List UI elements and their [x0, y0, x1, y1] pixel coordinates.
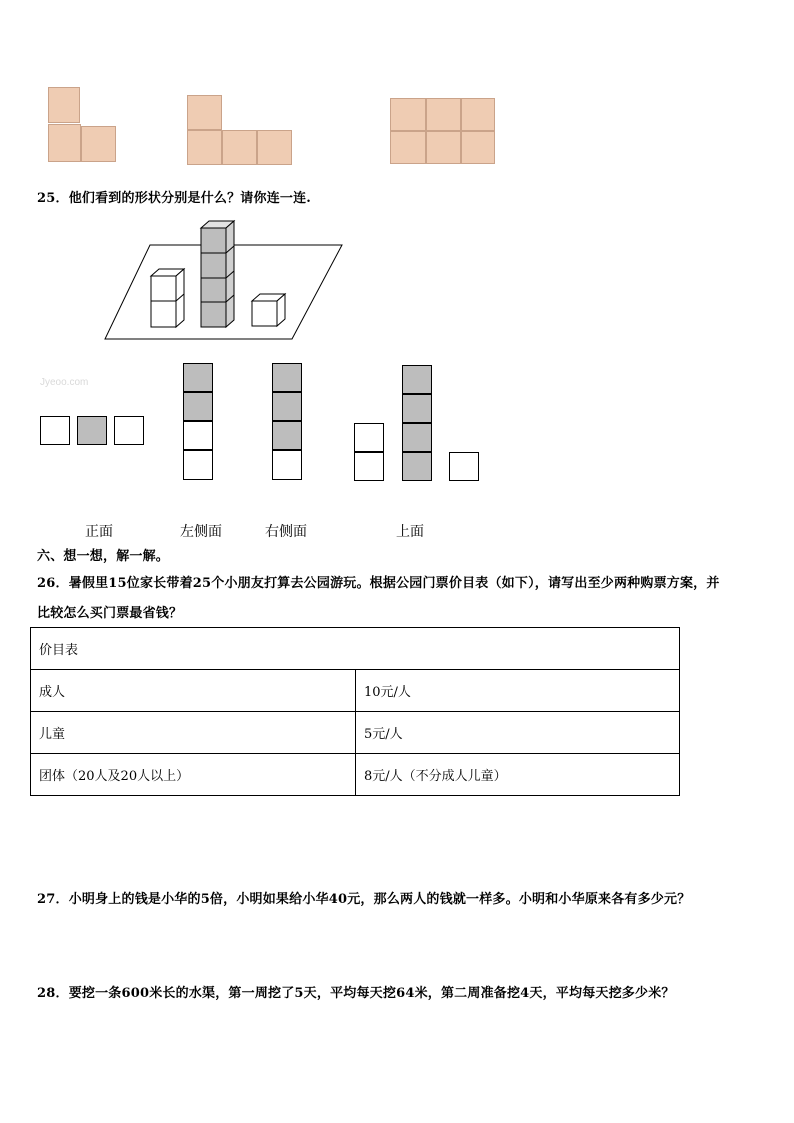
label-left-side: 左侧面	[180, 524, 222, 540]
table-cell: 8元/人（不分成人儿童）	[356, 754, 680, 796]
tan-block	[461, 131, 495, 164]
tan-block	[461, 98, 495, 131]
gray-square	[77, 416, 107, 445]
gray-square	[183, 363, 213, 392]
label-front: 正面	[85, 524, 113, 540]
white-square	[272, 450, 302, 480]
table-row	[31, 712, 680, 754]
table-cell: 成人	[31, 670, 356, 712]
gray-square	[402, 423, 432, 452]
table-header-row	[31, 628, 680, 670]
gray-square	[272, 392, 302, 421]
table-cell: 团体（20人及20人以上）	[31, 754, 356, 796]
tan-block	[81, 126, 116, 162]
gray-square	[402, 452, 432, 481]
tan-block	[390, 131, 426, 164]
tan-block	[426, 98, 461, 131]
label-right-side: 右侧面	[265, 524, 307, 540]
question-28: 28．要挖一条600米长的水渠，第一周挖了5天，平均每天挖64米，第二周准备挖4天，平均每天挖多少米？	[37, 986, 675, 1001]
tan-block	[187, 130, 222, 165]
table-cell: 儿童	[31, 712, 356, 754]
tan-block	[390, 98, 426, 131]
gray-square	[402, 365, 432, 394]
tan-block	[48, 124, 81, 162]
table-row	[31, 754, 680, 796]
gray-square	[183, 392, 213, 421]
white-square	[183, 450, 213, 480]
white-square	[114, 416, 144, 445]
question-25: 25．他们看到的形状分别是什么？请你连一连.	[37, 191, 312, 206]
label-top: 上面	[396, 524, 424, 540]
tan-block	[257, 130, 292, 165]
white-square	[40, 416, 70, 445]
tan-block	[222, 130, 257, 165]
price-table	[30, 627, 680, 796]
white-square	[354, 452, 384, 481]
question-27: 27．小明身上的钱是小华的5倍，小明如果给小华40元，那么两人的钱就一样多。小明和小华原来各有多少元？	[37, 892, 691, 907]
question-26-line1: 26．暑假里15位家长带着25个小朋友打算去公园游玩。根据公园门票价目表（如下），请写出至少两种购票方案，并	[37, 576, 720, 591]
gray-square	[272, 363, 302, 392]
question-26-line2: 比较怎么买门票最省钱？	[37, 606, 183, 621]
cube-stack-tall	[201, 221, 234, 327]
white-square	[449, 452, 479, 481]
section-6-title: 六、想一想，解一解。	[37, 549, 170, 564]
table-cell: 10元/人	[356, 670, 680, 712]
gray-square	[272, 421, 302, 450]
cube-stack-left	[151, 269, 184, 327]
white-square	[183, 421, 213, 450]
tan-block	[426, 131, 461, 164]
watermark: Jyeoo.com	[40, 377, 89, 388]
cube-stack-illustration	[100, 215, 350, 345]
table-cell: 5元/人	[356, 712, 680, 754]
tan-block	[48, 87, 80, 123]
table-row	[31, 670, 680, 712]
cube-single	[252, 294, 285, 326]
gray-square	[402, 394, 432, 423]
tan-block	[187, 95, 222, 130]
table-header: 价目表	[31, 628, 680, 670]
white-square	[354, 423, 384, 452]
